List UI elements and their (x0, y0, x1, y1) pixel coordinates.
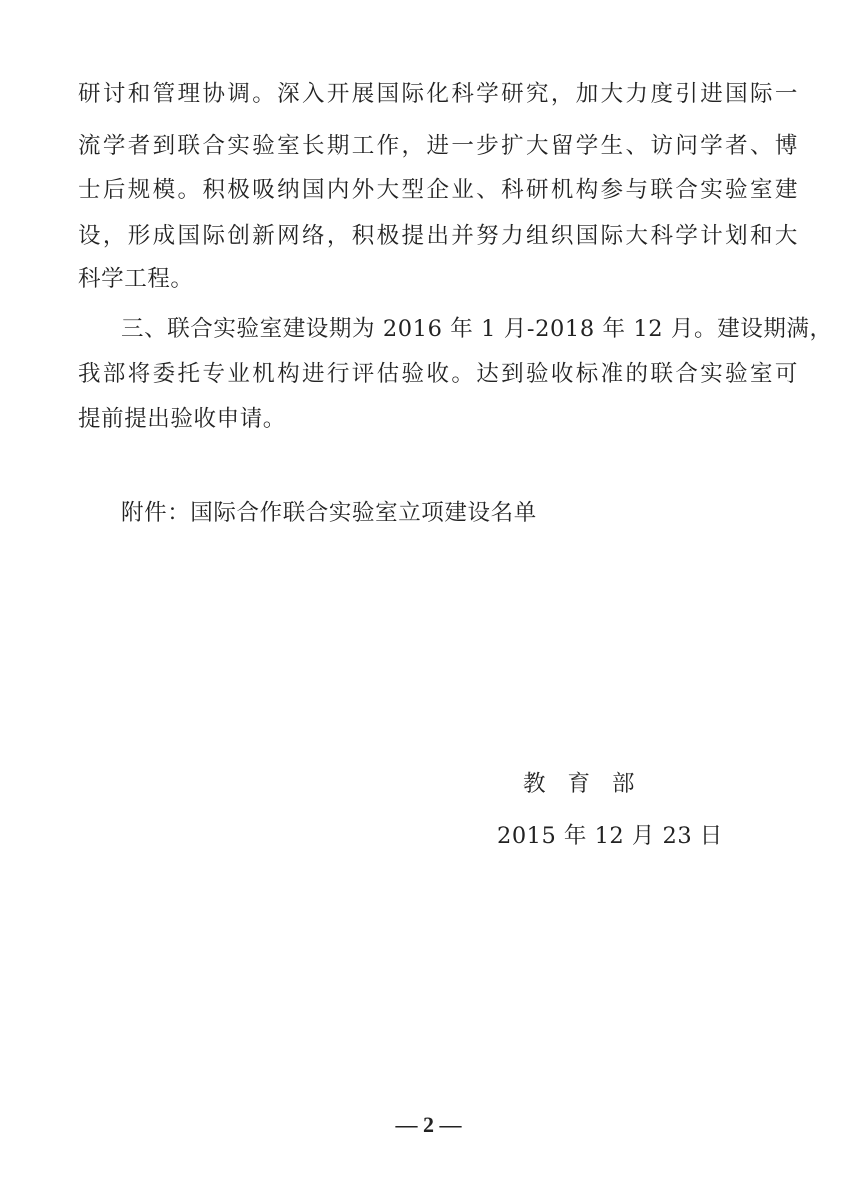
paragraph-1-line-1: 研讨和管理协调。深入开展国际化科学研究，加大力度引进国际一 (78, 81, 798, 107)
issuing-organization: 教育部 (523, 771, 657, 797)
paragraph-1-line-3: 士后规模。积极吸纳国内外大型企业、科研机构参与联合实验室建 (78, 177, 798, 203)
issue-date: 2015 年 12 月 23 日 (497, 823, 723, 849)
paragraph-1-line-5: 科学工程。 (78, 266, 194, 292)
paragraph-2-line-1: 三、联合实验室建设期为 2016 年 1 月-2018 年 12 月。建设期满， (121, 316, 833, 342)
attachment-note: 附件：国际合作联合实验室立项建设名单 (121, 500, 537, 526)
page-number: — 2 — (395, 1112, 462, 1137)
paragraph-2-line-2: 我部将委托专业机构进行评估验收。达到验收标准的联合实验室可 (78, 361, 798, 387)
paragraph-1-line-4: 设，形成国际创新网络，积极提出并努力组织国际大科学计划和大 (78, 223, 798, 249)
paragraph-1-line-2: 流学者到联合实验室长期工作，进一步扩大留学生、访问学者、博 (78, 133, 798, 159)
paragraph-2-line-3: 提前提出验收申请。 (78, 406, 286, 432)
